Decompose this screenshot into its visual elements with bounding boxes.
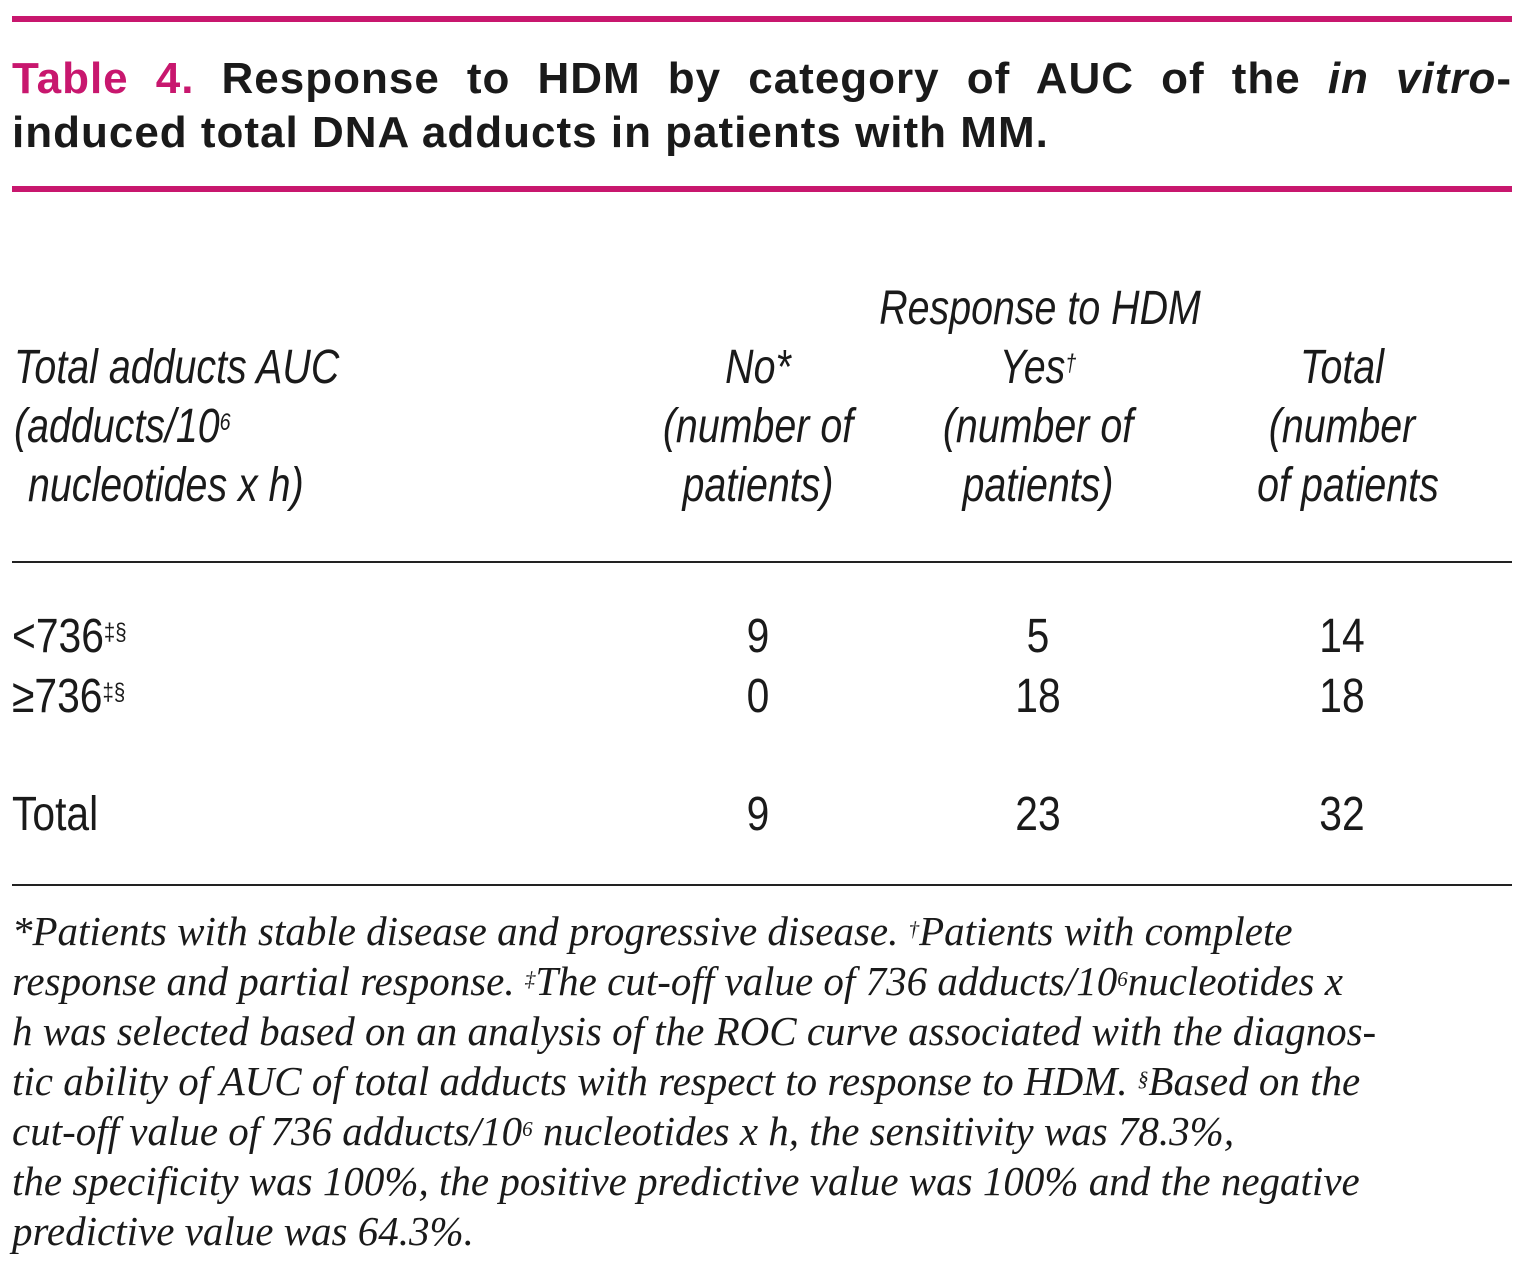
header-bottom-rule [12, 561, 1512, 563]
header-col3-line1: Total [1300, 341, 1384, 394]
footnote-line: predictive value was 64.3%. [12, 1208, 474, 1254]
header-col2-line2: (number of [942, 400, 1134, 453]
footnote-line: tic ability of AUC of total adducts with respect to response to HDM. §Based on the [12, 1058, 1361, 1104]
header-col0-line1: Total adducts AUC [14, 341, 340, 394]
row-2-yes: 23 [1015, 788, 1061, 841]
header-col2-line3: patients) [962, 459, 1114, 512]
row-0-yes: 5 [1026, 610, 1050, 663]
row-2-label: Total [12, 788, 99, 841]
header-col2-line1: Yes† [999, 341, 1077, 394]
top-rule [12, 16, 1512, 22]
footnote-line: the specificity was 100%, the positive predictive value was 100% and the negative [12, 1158, 1360, 1204]
table-title [12, 52, 1512, 160]
table-bottom-rule [12, 884, 1512, 886]
footnote-line: cut-off value of 736 adducts/$10^6$ nucleotides x h, the sensitivity was 78.3%, [12, 1108, 1235, 1154]
header-col1-line1: No* [725, 341, 791, 394]
row-1-total: 18 [1319, 670, 1365, 723]
table-footnote [12, 906, 1522, 1256]
title-text-a: Response to HDM by category of AUC of the [221, 54, 1301, 103]
header-col1-line2: (number of [662, 400, 854, 453]
row-2-total: 32 [1319, 788, 1365, 841]
footnote-line: h was selected based on an analysis of the ROC curve associated with the diagnos- [12, 1008, 1377, 1054]
header-group: Response to HDM [879, 282, 1201, 335]
title-text-b: -induced total DNA adducts in patients with MM. [12, 54, 1512, 157]
header-col0-line2: ($adducts/10^6$ [14, 400, 231, 453]
title-italic: in vitro [1327, 54, 1497, 103]
footnote-line: *Patients with stable disease and progressive disease. †Patients with complete [12, 908, 1293, 954]
table-label: Table 4. [12, 54, 195, 103]
row-0-label: <736‡§ [12, 610, 127, 663]
header-col3-line3: of patients [1257, 459, 1439, 512]
row-1-label: ≥736‡§ [12, 670, 126, 723]
header-col0-line3: nucleotides x h) [28, 459, 304, 512]
footnote-line: response and partial response. ‡The cut-off value of 736 adducts/$10^6nucleotides$ x [12, 958, 1343, 1004]
row-1-yes: 18 [1015, 670, 1061, 723]
header-col1-line3: patients) [682, 459, 834, 512]
row-0-no: 9 [746, 610, 770, 663]
row-0-total: 14 [1319, 610, 1365, 663]
title-bottom-rule [12, 186, 1512, 192]
row-2-no: 9 [746, 788, 770, 841]
header-col3-line2: (number [1268, 400, 1416, 453]
row-1-no: 0 [746, 670, 770, 723]
